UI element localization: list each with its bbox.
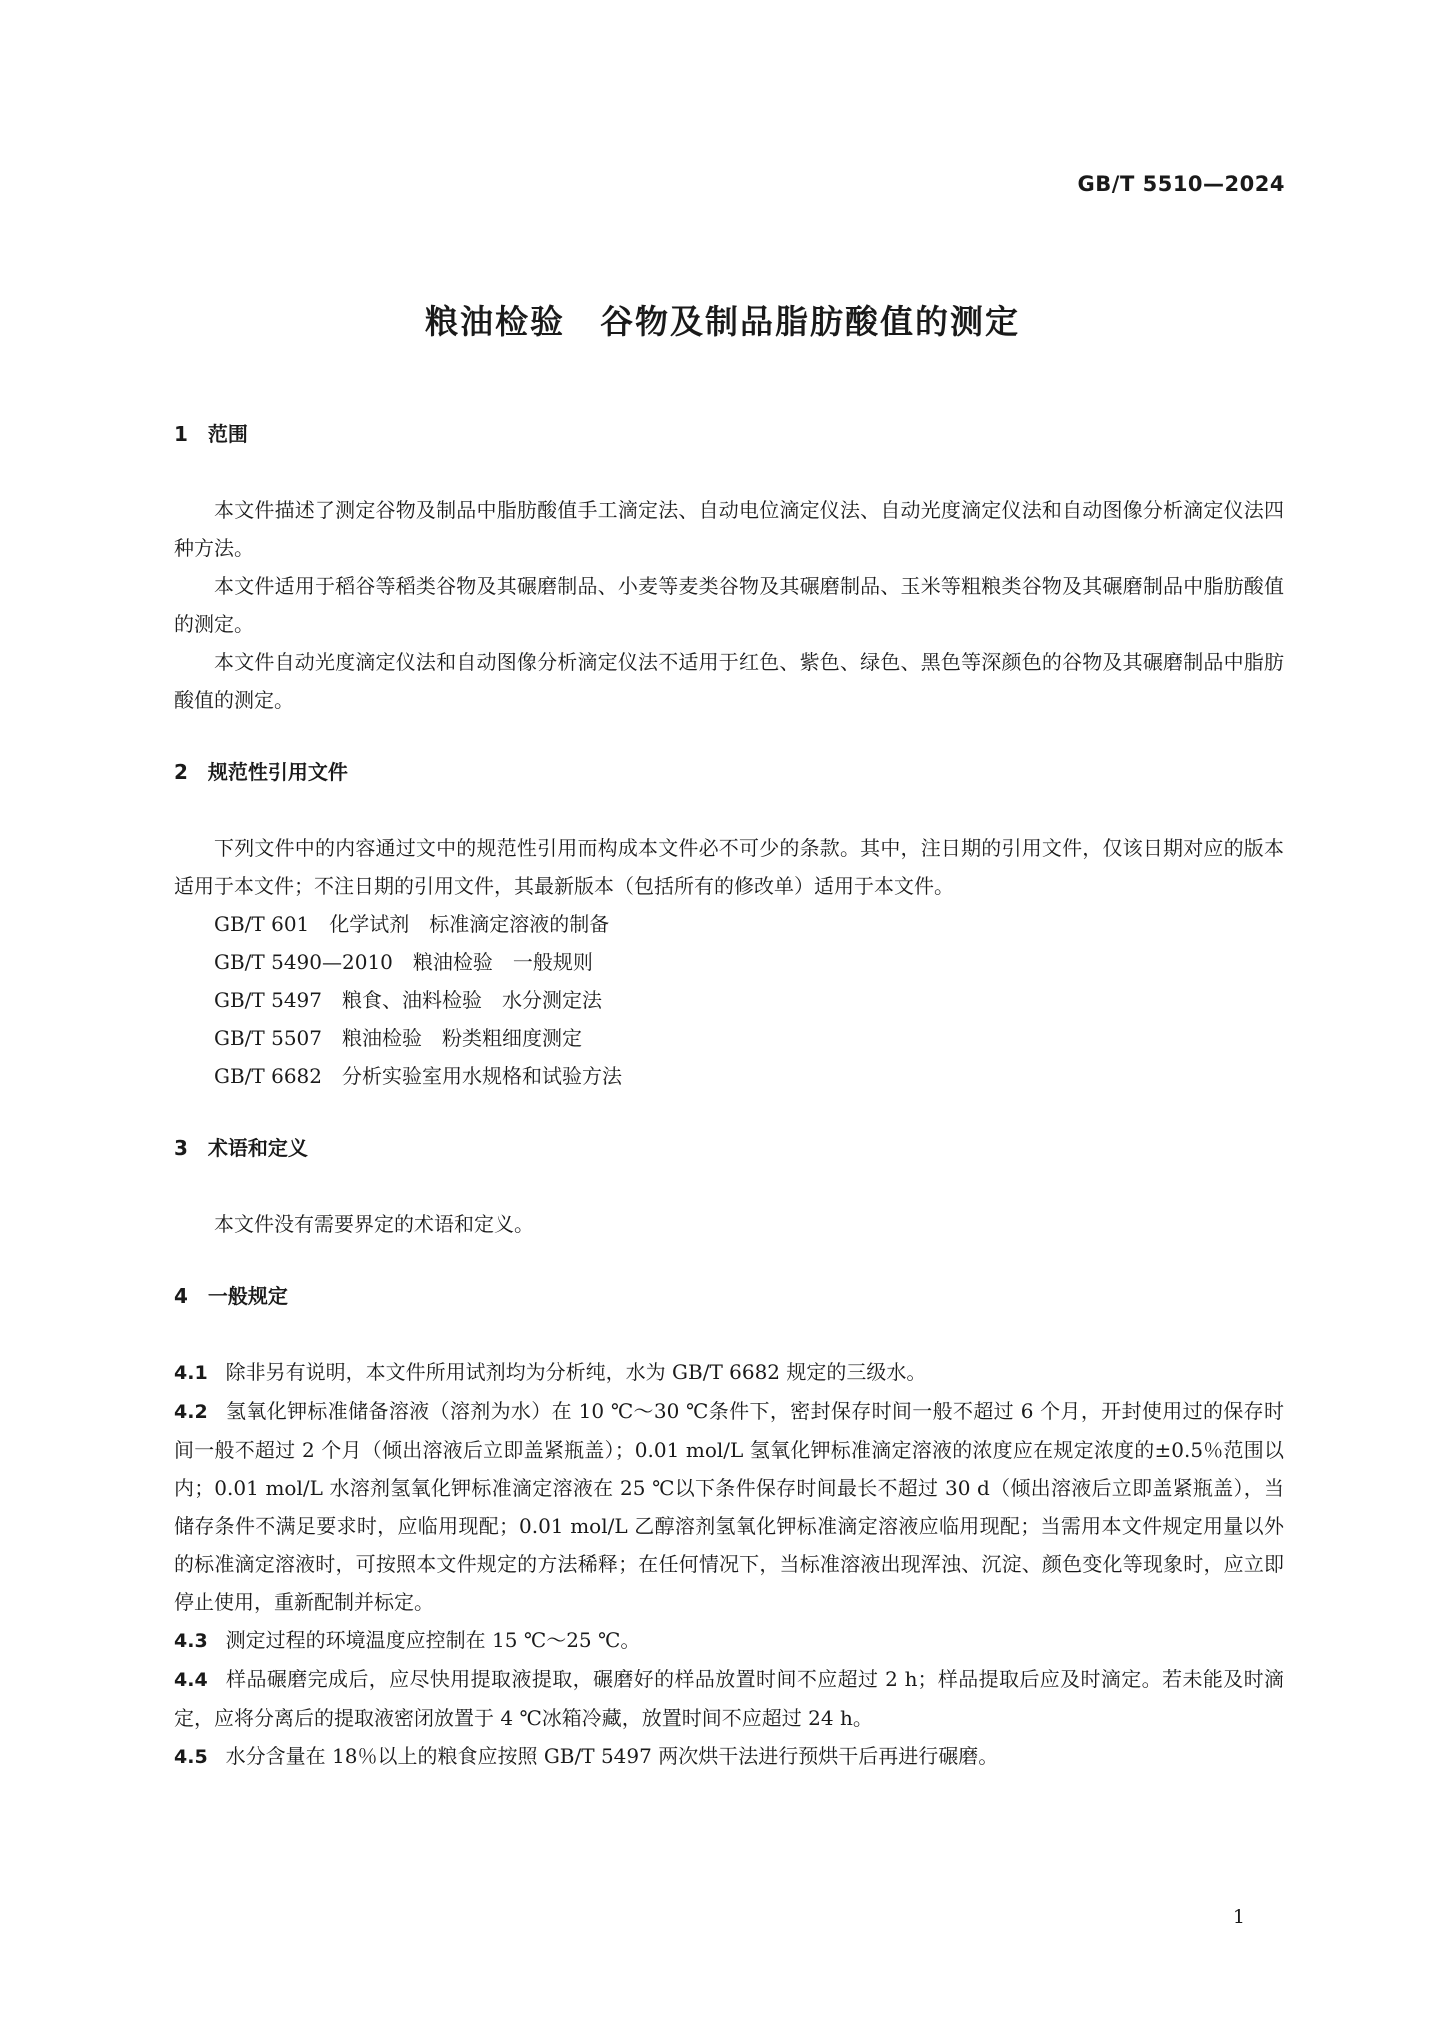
section-2-heading: 2 规范性引用文件: [174, 760, 348, 784]
document-title: 粮油检验 谷物及制品脂肪酸值的测定: [425, 302, 1020, 341]
clause-text: 除非另有说明，本文件所用试剂均为分析纯，水为 GB/T 6682 规定的三级水。: [225, 1360, 927, 1384]
clause-4-3: [174, 1621, 1284, 1660]
clause-number: 4.3: [174, 1630, 208, 1652]
section-3-heading: 3 术语和定义: [174, 1136, 308, 1160]
reference-item: GB/T 5490—2010 粮油检验 一般规则: [214, 950, 593, 974]
section-1-paragraph: 本文件描述了测定谷物及制品中脂肪酸值手工滴定法、自动电位滴定仪法、自动光度滴定仪法和自动图像分析滴定仪法四种方法。: [174, 498, 1284, 560]
clause-number: 4.2: [174, 1401, 208, 1423]
clause-4-2: [174, 1392, 1284, 1621]
clause-4-1: [174, 1353, 1284, 1392]
document-body: [174, 415, 1284, 1776]
clause-text: 水分含量在 18％以上的粮食应按照 GB/T 5497 两次烘干法进行预烘干后再进行碾磨。: [225, 1744, 999, 1768]
section-2-intro: 下列文件中的内容通过文中的规范性引用而构成本文件必不可少的条款。其中，注日期的引用文件，仅该日期对应的版本适用于本文件；不注日期的引用文件，其最新版本（包括所有的修改单）适用于本文件。: [174, 836, 1284, 898]
reference-item: GB/T 5507 粮油检验 粉类粗细度测定: [214, 1026, 583, 1050]
standard-code: GB/T 5510—2024: [1077, 172, 1285, 196]
clause-4-4: [174, 1660, 1284, 1737]
section-4-heading: 4 一般规定: [174, 1284, 288, 1308]
reference-item: GB/T 6682 分析实验室用水规格和试验方法: [214, 1064, 623, 1088]
clause-number: 4.4: [174, 1669, 208, 1691]
section-1-heading: 1 范围: [174, 422, 248, 446]
clause-text: 样品碾磨完成后，应尽快用提取液提取，碾磨好的样品放置时间不应超过 2 h；样品提取后应及时滴定。若未能及时滴定，应将分离后的提取液密闭放置于 4 ℃冰箱冷藏，放置时间不应超过 24 h。: [174, 1667, 1284, 1730]
clause-4-5: [174, 1737, 1284, 1776]
section-1-paragraph: 本文件自动光度滴定仪法和自动图像分析滴定仪法不适用于红色、紫色、绿色、黑色等深颜色的谷物及其碾磨制品中脂肪酸值的测定。: [174, 650, 1284, 712]
clause-number: 4.1: [174, 1362, 208, 1384]
clause-number: 4.5: [174, 1746, 208, 1768]
clause-text: 测定过程的环境温度应控制在 15 ℃～25 ℃。: [225, 1628, 641, 1652]
section-1-paragraph: 本文件适用于稻谷等稻类谷物及其碾磨制品、小麦等麦类谷物及其碾磨制品、玉米等粗粮类谷物及其碾磨制品中脂肪酸值的测定。: [174, 574, 1284, 636]
page-number: 1: [1232, 1906, 1245, 1928]
reference-item: GB/T 5497 粮食、油料检验 水分测定法: [214, 988, 603, 1012]
section-3-text: 本文件没有需要界定的术语和定义。: [214, 1212, 534, 1236]
clause-text: 氢氧化钾标准储备溶液（溶剂为水）在 10 ℃～30 ℃条件下，密封保存时间一般不超过 6 个月，开封使用过的保存时间一般不超过 2 个月（倾出溶液后立即盖紧瓶盖）；0.01 mol/L 氢氧化钾标准滴定溶液的浓度应在规定浓度的±0.5％范围以内；0.01 mol/L 水溶剂氢氧化钾标准滴定溶液在 25 ℃以下条件保存时间最长不超过 30 d（倾出溶液后立即盖紧瓶盖），当储存条件不满足要求时，应临用现配；0.01 mol/L 乙醇溶剂氢氧化钾标准滴定溶液应临用现配；当需用本文件规定用量以外的标准滴定溶液时，可按照本文件规定的方法稀释；在任何情况下，当标准溶液出现浑浊、沉淀、颜色变化等现象时，应立即停止使用，重新配制并标定。: [174, 1399, 1284, 1614]
reference-item: GB/T 601 化学试剂 标准滴定溶液的制备: [214, 912, 610, 936]
